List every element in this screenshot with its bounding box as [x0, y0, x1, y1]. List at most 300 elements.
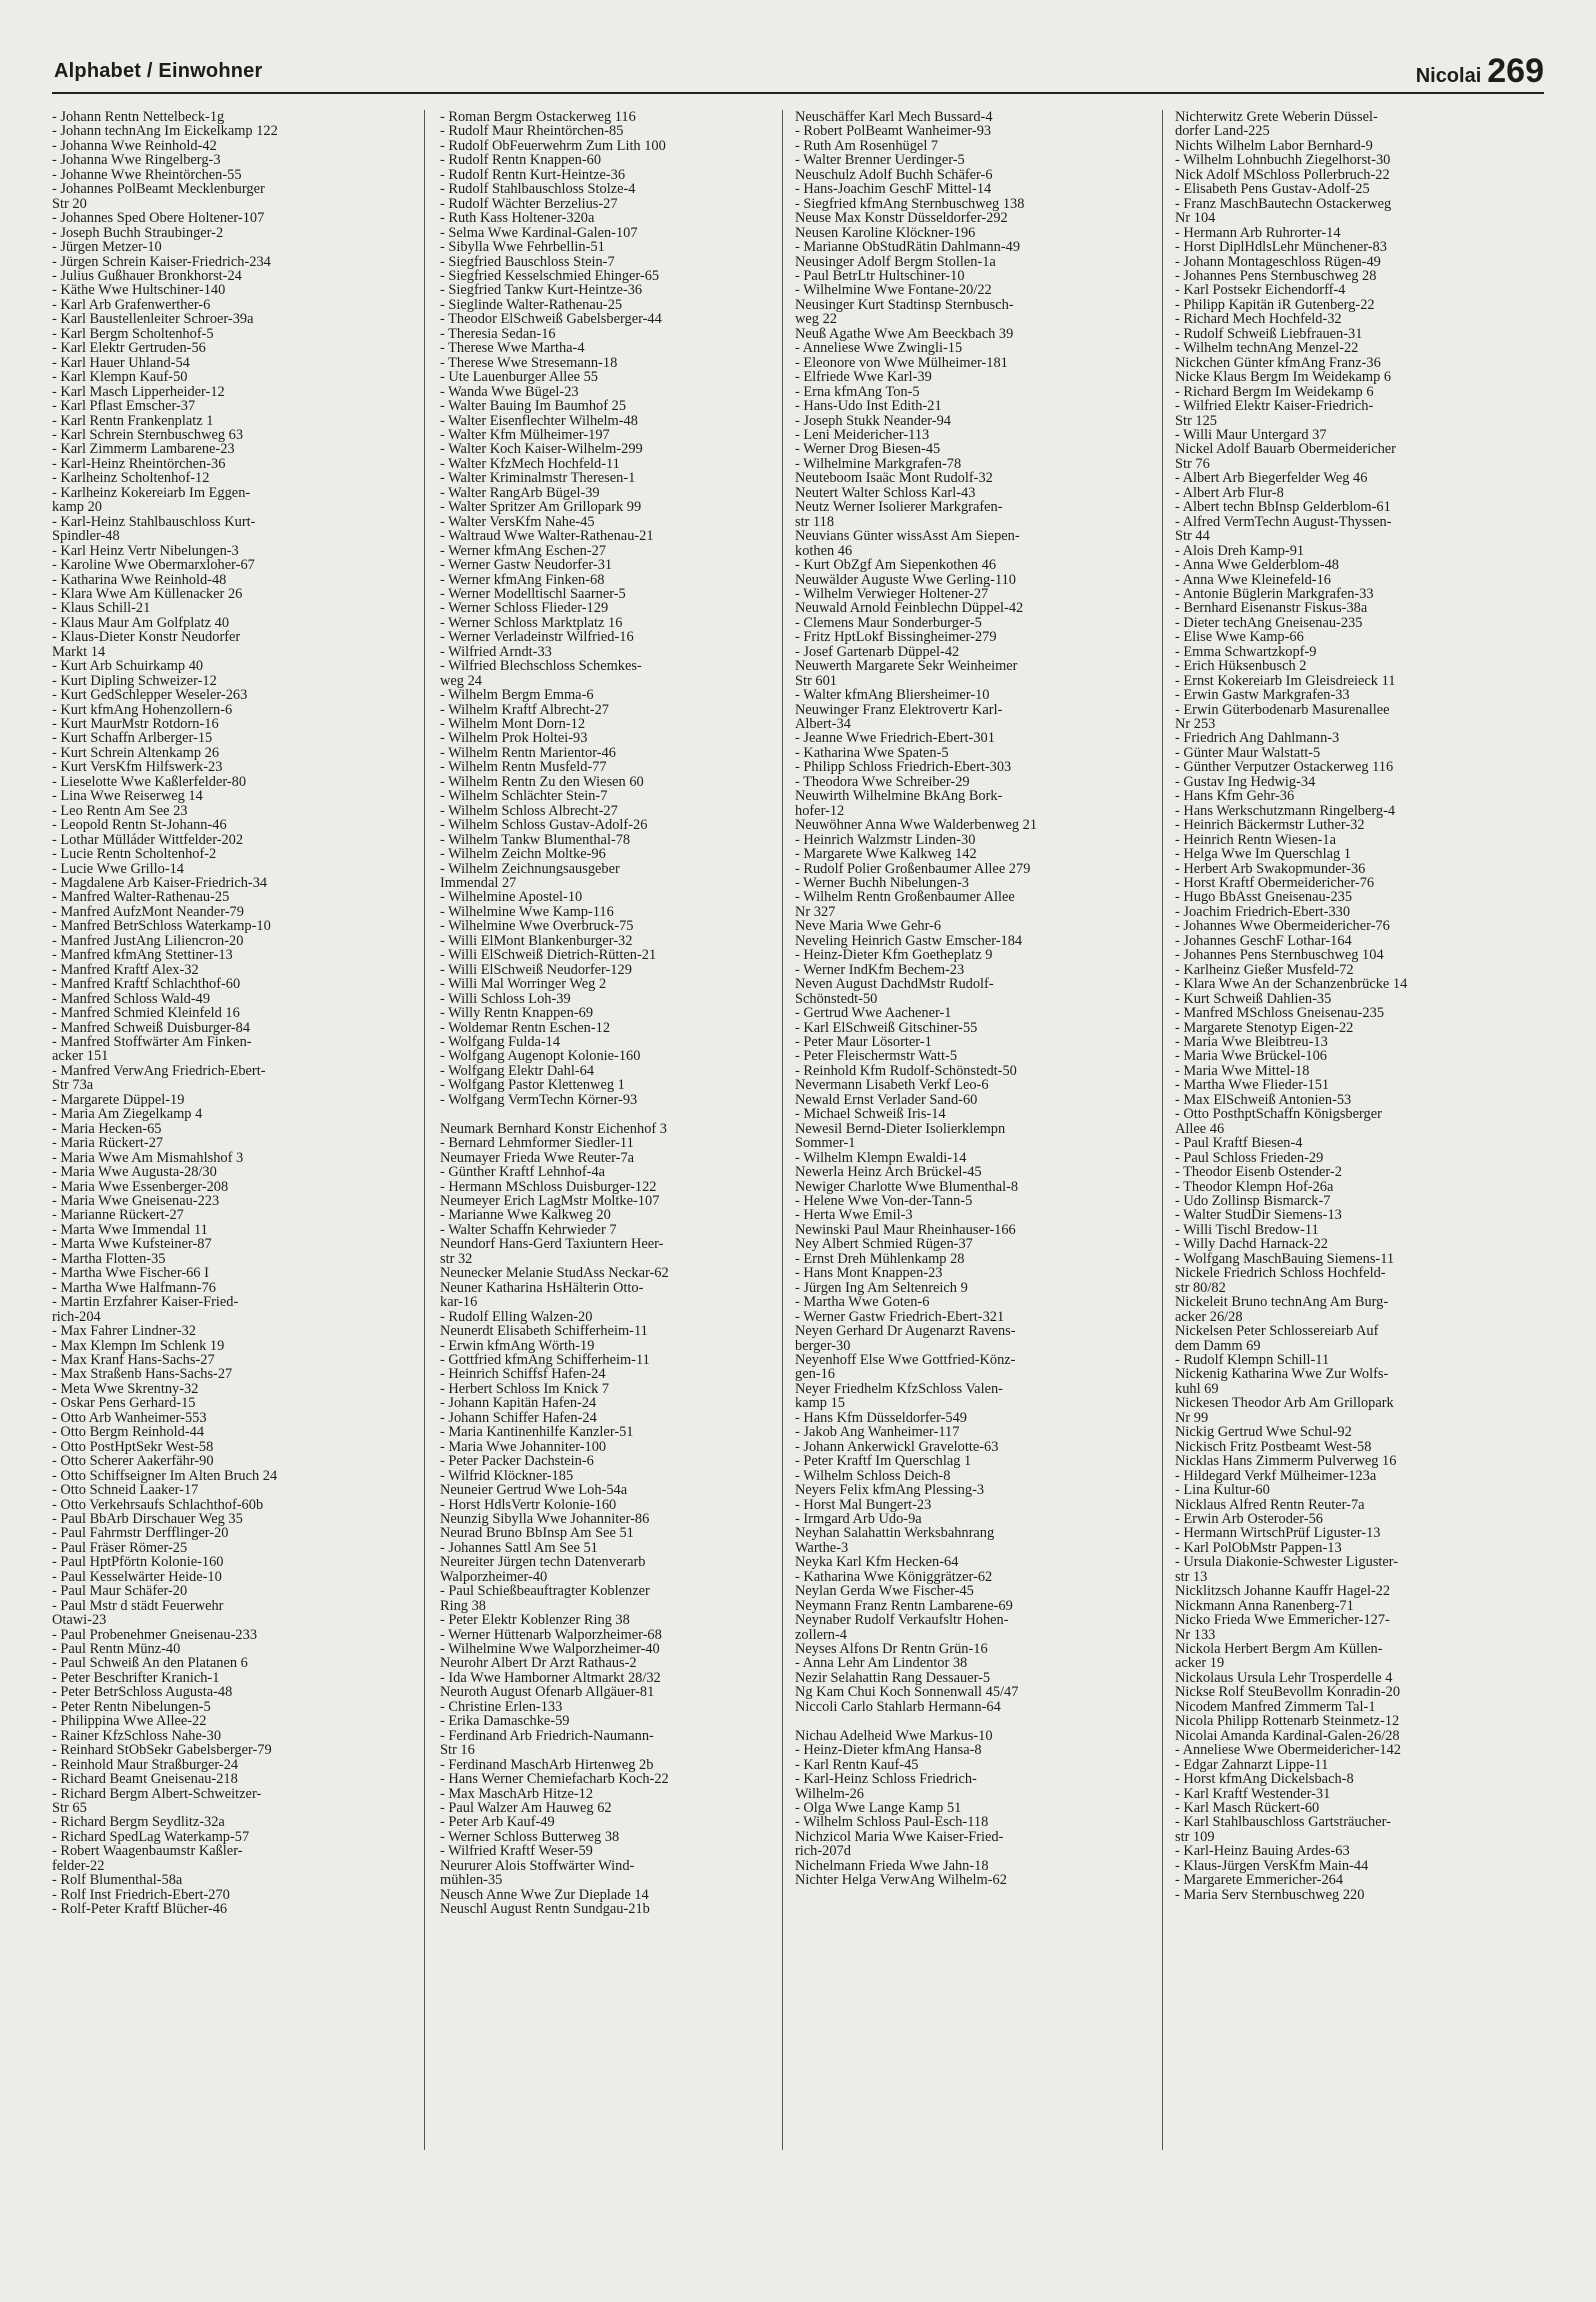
directory-entry: kuhl 69 [1175, 1381, 1219, 1397]
directory-entry: - Horst Mal Bungert-23 [795, 1497, 932, 1512]
directory-entry: - Wilhelmine Apostel-10 [440, 890, 583, 905]
directory-entry: Newiger Charlotte Wwe Blumenthal-8 [795, 1179, 1019, 1194]
directory-entry: - Werner Schloss Butterweg 38 [440, 1829, 620, 1845]
directory-entry: Neuwälder Auguste Wwe Gerling-110 [795, 572, 1016, 587]
directory-entry: Neymann Franz Rentn Lambarene-69 [795, 1598, 1013, 1614]
directory-entry: - Ursula Diakonie-Schwester Liguster- [1175, 1555, 1399, 1570]
directory-entry: - Heinz-Dieter Kfm Goetheplatz 9 [795, 948, 993, 963]
directory-entry: - Paul Rentn Münz-40 [52, 1642, 181, 1657]
directory-entry: - Werner Verladeinstr Wilfried-16 [440, 630, 634, 645]
directory-entry: rich-207d [795, 1844, 851, 1859]
directory-entry: - Hans Kfm Düsseldorfer-549 [795, 1410, 967, 1426]
directory-entry: str 109 [1175, 1829, 1215, 1845]
directory-entry: Newerla Heinz Arch Brückel-45 [795, 1165, 982, 1180]
directory-entry: - Josef Gartenarb Düppel-42 [795, 644, 960, 660]
directory-entry: Neylan Gerda Wwe Fischer-45 [795, 1584, 974, 1599]
directory-entry: - Kurt kfmAng Hohenzollern-6 [52, 702, 233, 718]
directory-entry: - Kurt MaurMstr Rotdorn-16 [52, 717, 219, 732]
directory-entry: - Karl Heinz Vertr Nibelungen-3 [52, 543, 239, 559]
directory-entry: weg 22 [795, 312, 837, 327]
directory-entry: - Herta Wwe Emil-3 [795, 1208, 913, 1223]
directory-entry: - Reinhard StObSekr Gabelsberger-79 [52, 1743, 272, 1758]
directory-entry: - Wolfgang Fulda-14 [440, 1035, 561, 1050]
directory-entry: Nichau Adelheid Wwe Markus-10 [795, 1728, 993, 1744]
directory-entry: Wilhelm-26 [795, 1786, 864, 1802]
directory-entry: - Otto PostHptSekr West-58 [52, 1439, 214, 1455]
directory-entry: Neuner Katharina HsHälterin Otto- [440, 1280, 644, 1296]
directory-entry: - Rudolf ObFeuerwehrm Zum Lith 100 [440, 138, 666, 154]
directory-entry: - Antonie Büglerin Markgrafen-33 [1175, 586, 1374, 602]
column-divider [424, 110, 425, 2150]
directory-entry: - Erwin Arb Osteroder-56 [1175, 1511, 1323, 1527]
directory-entry: - Marta Wwe Immendal 11 [52, 1222, 208, 1238]
directory-entry: - Werner Gastw Friedrich-Ebert-321 [795, 1309, 1005, 1325]
directory-entry: - Anneliese Wwe Zwingli-15 [795, 341, 963, 356]
directory-entry: Neusch Anne Wwe Zur Dieplade 14 [440, 1887, 649, 1903]
directory-entry: - Werner Schloss Marktplatz 16 [440, 615, 623, 631]
directory-entry: - Karl Schrein Sternbuschweg 63 [52, 427, 244, 443]
directory-entry: - Eleonore von Wwe Mülheimer-181 [795, 355, 1008, 371]
directory-entry: Str 20 [52, 196, 87, 212]
directory-entry: - Walter Koch Kaiser-Wilhelm-299 [440, 442, 643, 457]
directory-entry: str 32 [440, 1251, 473, 1267]
directory-entry: - Wilhelm Kraftf Albrecht-27 [440, 702, 609, 718]
directory-entry: - Ruth Kass Holtener-320a [440, 211, 595, 226]
directory-entry: - Willy Dachd Harnack-22 [1175, 1237, 1328, 1252]
directory-entry: Nevermann Lisabeth Verkf Leo-6 [795, 1078, 989, 1093]
directory-entry: - Ernst Kokereiarb Im Gleisdreieck 11 [1175, 673, 1396, 689]
directory-entry: Nicklas Hans Zimmerm Pulverweg 16 [1175, 1454, 1397, 1469]
directory-entry: - Werner Gastw Neudorfer-31 [440, 558, 613, 573]
directory-entry: - Peter Beschrifter Kranich-1 [52, 1670, 220, 1686]
directory-entry: Neuneier Gertrud Wwe Loh-54a [440, 1483, 628, 1498]
directory-entry: - Wilhelm Schloss Gustav-Adolf-26 [440, 818, 648, 833]
directory-entry: - Wilhelm Bergm Emma-6 [440, 688, 594, 703]
directory-entry: Str 125 [1175, 413, 1217, 428]
directory-entry: - Erwin Güterbodenarb Masurenallee [1175, 702, 1390, 718]
directory-entry: kamp 15 [795, 1396, 845, 1411]
directory-entry: Nickmann Anna Ranenberg-71 [1175, 1598, 1354, 1614]
directory-entry: - Joseph Stukk Neander-94 [795, 413, 951, 428]
directory-entry: - Max Straßenb Hans-Sachs-27 [52, 1367, 233, 1382]
directory-entry: - Maria Wwe Am Mismahlshof 3 [52, 1150, 244, 1166]
directory-entry: Ring 38 [440, 1598, 486, 1614]
directory-entry: kamp 20 [52, 500, 102, 515]
directory-entry: Ng Kam Chui Koch Sonnenwall 45/47 [795, 1685, 1019, 1700]
directory-entry: - Johannes Wwe Obermeidericher-76 [1175, 919, 1390, 934]
directory-entry: - Leopold Rentn St-Johann-46 [52, 818, 227, 833]
directory-entry: - Waltraud Wwe Walter-Rathenau-21 [440, 529, 654, 544]
directory-entry: Neve Maria Wwe Gehr-6 [795, 919, 942, 934]
directory-entry: - Willi Schloss Loh-39 [440, 991, 571, 1007]
directory-entry [440, 1107, 802, 1121]
directory-entry: - Paul BetrLtr Hultschiner-10 [795, 268, 965, 284]
directory-entry: - Wanda Wwe Bügel-23 [440, 384, 579, 400]
directory-entry: Neutert Walter Schloss Karl-43 [795, 485, 976, 501]
directory-entry: - Heinrich Schiffsf Hafen-24 [440, 1367, 606, 1382]
directory-entry: - Theodora Wwe Schreiber-29 [795, 774, 970, 790]
directory-entry: - Siegfried kfmAng Sternbuschweg 138 [795, 196, 1025, 212]
directory-entry: - Martha Wwe Flieder-151 [1175, 1078, 1330, 1093]
directory-entry: Str 76 [1175, 456, 1210, 472]
directory-entry: Neyen Gerhard Dr Augenarzt Ravens- [795, 1324, 1016, 1339]
directory-entry: - Wilhelmine Markgrafen-78 [795, 456, 962, 472]
directory-entry [795, 1714, 1157, 1728]
directory-entry: - Martha Wwe Fischer-66 I [52, 1266, 209, 1281]
directory-entry: - Wolfgang MaschBauing Siemens-11 [1175, 1251, 1395, 1267]
directory-entry: - Walter Kfm Mülheimer-197 [440, 427, 610, 443]
directory-entry: Neumeyer Erich LagMstr Moltke-107 [440, 1193, 660, 1209]
directory-entry: - Werner Hüttenarb Walporzheimer-68 [440, 1627, 662, 1643]
directory-entry: - Werner Schloss Flieder-129 [440, 601, 609, 616]
directory-entry: - Kurt Schweiß Dahlien-35 [1175, 991, 1332, 1007]
directory-entry: - Rudolf Polier Großenbaumer Allee 279 [795, 861, 1031, 877]
directory-entry: - Karl Masch Rückert-60 [1175, 1801, 1320, 1816]
directory-entry: - Richard Beamt Gneisenau-218 [52, 1772, 238, 1787]
directory-entry: Neusen Karoline Klöckner-196 [795, 225, 976, 241]
directory-entry: Neusinger Kurt Stadtinsp Sternbusch- [795, 297, 1014, 313]
directory-entry: Newesil Bernd-Dieter Isolierklempn [795, 1121, 1006, 1137]
directory-entry: - Paul Kraftf Biesen-4 [1175, 1136, 1303, 1151]
directory-entry: - Heinrich Bäckermstr Luther-32 [1175, 818, 1365, 833]
directory-entry: - Albert Arb Flur-8 [1175, 485, 1284, 501]
directory-entry: - Johann Ankerwickl Gravelotte-63 [795, 1439, 999, 1455]
directory-entry: Warthe-3 [795, 1540, 849, 1556]
directory-entry: - Jeanne Wwe Friedrich-Ebert-301 [795, 731, 995, 746]
directory-entry: Walporzheimer-40 [440, 1569, 548, 1585]
directory-entry: - Wolfgang Elektr Dahl-64 [440, 1063, 595, 1079]
directory-entry: - Maria Hecken-65 [52, 1121, 162, 1137]
directory-entry: - Johannes PolBeamt Mecklenburger [52, 182, 265, 197]
directory-entry: Nr 133 [1175, 1627, 1216, 1643]
directory-entry: - Manfred VerwAng Friedrich-Ebert- [52, 1063, 266, 1079]
directory-entry: Neuschäffer Karl Mech Bussard-4 [795, 110, 993, 125]
directory-entry: - Karl Bergm Scholtenhof-5 [52, 326, 214, 342]
directory-entry: Nr 104 [1175, 211, 1216, 226]
directory-entry: - Erika Damaschke-59 [440, 1714, 570, 1729]
directory-entry: - Otto Schiffseigner Im Alten Bruch 24 [52, 1468, 278, 1484]
directory-entry: - Lieselotte Wwe Kaßlerfelder-80 [52, 774, 247, 790]
directory-entry: - Wilhelm Tankw Blumenthal-78 [440, 832, 631, 848]
directory-entry: - Gottfried kfmAng Schifferheim-11 [440, 1352, 650, 1368]
directory-entry: Neuschl August Rentn Sundgau-21b [440, 1902, 650, 1917]
directory-entry: - Friedrich Ang Dahlmann-3 [1175, 731, 1340, 746]
directory-entry: - Therese Wwe Stresemann-18 [440, 355, 618, 371]
directory-column-1 [52, 110, 414, 1917]
directory-entry: - Wilhelmine Wwe Overbruck-75 [440, 919, 634, 934]
directory-entry: - Otto Verkehrsaufs Schlachthof-60b [52, 1497, 264, 1512]
directory-entry: - Maria Wwe Augusta-28/30 [52, 1165, 217, 1180]
directory-entry: Spindler-48 [52, 529, 120, 544]
directory-entry: - Rudolf Schweiß Liebfrauen-31 [1175, 326, 1363, 342]
directory-entry: - Albert Arb Biegerfelder Weg 46 [1175, 471, 1368, 486]
directory-entry: - Ferdinand MaschArb Hirtenweg 2b [440, 1757, 654, 1773]
directory-entry: - Johanna Wwe Reinhold-42 [52, 138, 217, 154]
directory-entry: Str 73a [52, 1078, 94, 1093]
directory-entry: - Maria Wwe Brückel-106 [1175, 1049, 1327, 1064]
directory-entry: - Max Kranf Hans-Sachs-27 [52, 1352, 215, 1368]
directory-entry: - Anna Lehr Am Lindentor 38 [795, 1656, 968, 1671]
directory-entry: - Wilfried Elektr Kaiser-Friedrich- [1175, 399, 1374, 414]
directory-entry: - Franz MaschBautechn Ostackerweg [1175, 196, 1392, 212]
directory-entry: - Maria Wwe Mittel-18 [1175, 1063, 1310, 1079]
directory-entry: - Wilhelmine Wwe Walporzheimer-40 [440, 1642, 660, 1657]
directory-entry: Nicke Klaus Bergm Im Weidekamp 6 [1175, 370, 1392, 385]
directory-entry: - Otto Arb Wanheimer-553 [52, 1410, 207, 1426]
directory-entry: - Helga Wwe Im Querschlag 1 [1175, 847, 1351, 862]
directory-entry: - Lucie Wwe Grillo-14 [52, 861, 185, 877]
directory-entry: - Otto Schneid Laaker-17 [52, 1483, 199, 1498]
directory-entry: Allee 46 [1175, 1121, 1225, 1137]
directory-entry: - Karl Stahlbauschloss Gartsträucher- [1175, 1815, 1391, 1830]
directory-entry: - Roman Bergm Ostackerweg 116 [440, 110, 636, 125]
directory-entry: - Edgar Zahnarzt Lippe-11 [1175, 1757, 1329, 1773]
directory-entry: - Katharina Wwe Königgrätzer-62 [795, 1569, 993, 1585]
directory-entry: Neuse Max Konstr Düsseldorfer-292 [795, 211, 1008, 226]
directory-entry: - Wilhelm Zeichnungsausgeber [440, 861, 620, 877]
directory-entry: - Richard Bergm Seydlitz-32a [52, 1815, 225, 1830]
directory-entry: - Kurt Arb Schuirkamp 40 [52, 659, 204, 674]
directory-entry: - Elisabeth Pens Gustav-Adolf-25 [1175, 182, 1370, 197]
directory-entry: Nr 327 [795, 904, 836, 920]
directory-entry: - Alois Dreh Kamp-91 [1175, 543, 1305, 559]
directory-entry: Nichzicol Maria Wwe Kaiser-Fried- [795, 1829, 1004, 1845]
directory-entry: - Horst Kraftf Obermeidericher-76 [1175, 876, 1375, 891]
directory-entry: - Willi Maur Untergard 37 [1175, 427, 1327, 443]
directory-entry: - Karlheinz Kokereiarb Im Eggen- [52, 485, 251, 501]
directory-entry: - Wilfried Blechschloss Schemkes- [440, 659, 642, 674]
directory-entry: - Meta Wwe Skrentny-32 [52, 1381, 199, 1397]
directory-entry: - Karl Kraftf Westender-31 [1175, 1786, 1331, 1802]
directory-entry: - Selma Wwe Kardinal-Galen-107 [440, 225, 638, 241]
directory-entry: - Lina Kultur-60 [1175, 1483, 1270, 1498]
directory-entry: - Karl Rentn Frankenplatz 1 [52, 413, 214, 428]
directory-entry: - Herbert Schloss Im Knick 7 [440, 1381, 610, 1397]
directory-entry: Neunecker Melanie StudAss Neckar-62 [440, 1266, 669, 1281]
directory-entry: Nichts Wilhelm Labor Bernhard-9 [1175, 138, 1373, 154]
directory-entry: - Jürgen Ing Am Seltenreich 9 [795, 1280, 968, 1296]
directory-entry: - Margarete Wwe Kalkweg 142 [795, 847, 977, 862]
directory-entry: - Walter kfmAng Bliersheimer-10 [795, 688, 990, 703]
directory-entry: Newinski Paul Maur Rheinhauser-166 [795, 1222, 1016, 1238]
directory-entry: - Klaus Maur Am Golfplatz 40 [52, 615, 230, 631]
directory-entry: - Peter Rentn Nibelungen-5 [52, 1699, 211, 1715]
directory-entry: - Paul BbArb Dirschauer Weg 35 [52, 1511, 243, 1527]
directory-entry: Nickele Friedrich Schloss Hochfeld- [1175, 1266, 1386, 1281]
directory-entry: Ney Albert Schmied Rügen-37 [795, 1237, 973, 1252]
directory-entry: Albert-34 [795, 717, 851, 732]
directory-entry: - Margarete Stenotyp Eigen-22 [1175, 1020, 1354, 1035]
directory-entry: felder-22 [52, 1858, 105, 1874]
directory-entry: - Rudolf Maur Rheintörchen-85 [440, 124, 624, 139]
directory-entry: mühlen-35 [440, 1873, 503, 1888]
directory-entry: Neutz Werner Isolierer Markgrafen- [795, 500, 1003, 515]
directory-entry: - Max ElSchweiß Antonien-53 [1175, 1092, 1352, 1108]
directory-entry: - Wilhelm Schloss Paul-Esch-118 [795, 1815, 989, 1830]
directory-entry: - Karl-Heinz Bauing Ardes-63 [1175, 1844, 1350, 1859]
directory-entry: - Maria Serv Sternbuschweg 220 [1175, 1887, 1365, 1903]
directory-entry: - Johannes Pens Sternbuschweg 28 [1175, 268, 1377, 284]
directory-entry: - Peter Elektr Koblenzer Ring 38 [440, 1613, 630, 1628]
directory-entry: - Richard SpedLag Waterkamp-57 [52, 1829, 250, 1845]
directory-entry: - Paul Probenehmer Gneisenau-233 [52, 1627, 258, 1643]
directory-entry: - Hans-Joachim GeschF Mittel-14 [795, 182, 992, 197]
directory-entry: zollern-4 [795, 1627, 847, 1643]
directory-column-3 [795, 110, 1157, 1888]
directory-entry: - Wilhelm Prok Holtei-93 [440, 731, 588, 746]
directory-entry: - Karl Rentn Kauf-45 [795, 1757, 919, 1773]
running-head [1416, 52, 1544, 90]
directory-entry: Neuwald Arnold Feinblechn Düppel-42 [795, 601, 1024, 616]
directory-entry: - Lina Wwe Reiserweg 14 [52, 789, 203, 804]
directory-entry: - Manfred Stoffwärter Am Finken- [52, 1035, 252, 1050]
directory-entry: Neurohr Albert Dr Arzt Rathaus-2 [440, 1656, 637, 1671]
directory-entry: Nickig Gertrud Wwe Schul-92 [1175, 1425, 1352, 1440]
directory-entry: - Magdalene Arb Kaiser-Friedrich-34 [52, 876, 268, 891]
directory-entry: - Wilhelm Schlächter Stein-7 [440, 789, 608, 804]
directory-entry: Nickse Rolf SteuBevollm Konradin-20 [1175, 1685, 1401, 1700]
directory-entry: - Jürgen Metzer-10 [52, 240, 162, 255]
directory-entry: Sommer-1 [795, 1136, 856, 1151]
directory-entry: - Richard Bergm Im Weidekamp 6 [1175, 384, 1374, 400]
directory-entry: Neururer Alois Stoffwärter Wind- [440, 1858, 635, 1874]
directory-entry: - Manfred Schloss Wald-49 [52, 991, 211, 1007]
directory-entry: - Clemens Maur Sonderburger-5 [795, 615, 982, 631]
directory-entry: Str 65 [52, 1801, 87, 1816]
directory-entry: - Erwin kfmAng Wörth-19 [440, 1338, 595, 1353]
directory-entry: - Ernst Dreh Mühlenkamp 28 [795, 1251, 965, 1267]
directory-entry: Nr 253 [1175, 717, 1216, 732]
directory-entry: Neyer Friedhelm KfzSchloss Valen- [795, 1381, 1003, 1397]
directory-entry: - Johannes Pens Sternbuschweg 104 [1175, 948, 1384, 963]
directory-entry: - Erwin Gastw Markgrafen-33 [1175, 688, 1350, 703]
directory-entry: - Peter Maur Lösorter-1 [795, 1035, 932, 1050]
directory-entry: - Julius Gußhauer Bronkhorst-24 [52, 268, 242, 284]
directory-entry: - Erich Hüksenbusch 2 [1175, 659, 1307, 674]
directory-entry: Neuwinger Franz Elektrovertr Karl- [795, 702, 1003, 718]
directory-entry: - Philippina Wwe Allee-22 [52, 1714, 207, 1729]
directory-entry: - Johann Rentn Nettelbeck-1g [52, 110, 225, 125]
directory-entry: - Katharina Wwe Reinhold-48 [52, 572, 227, 587]
directory-entry: - Wilfried Arndt-33 [440, 644, 552, 660]
directory-entry: - Maria Wwe Essenberger-208 [52, 1179, 229, 1194]
directory-entry: - Ferdinand Arb Friedrich-Naumann- [440, 1728, 654, 1744]
directory-entry: - Wilfried Kraftf Weser-59 [440, 1844, 593, 1859]
directory-entry: - Paul Fräser Römer-25 [52, 1540, 188, 1556]
directory-entry: - Margarete Emmericher-264 [1175, 1873, 1344, 1888]
directory-entry: - Horst DiplHdlsLehr Münchener-83 [1175, 240, 1387, 255]
directory-entry: - Theodor Klempn Hof-26a [1175, 1179, 1334, 1194]
directory-entry: - Manfred Walter-Rathenau-25 [52, 890, 230, 905]
directory-entry: - Wilhelm Schloss Albrecht-27 [440, 803, 618, 819]
directory-entry: - Käthe Wwe Hultschiner-140 [52, 283, 226, 298]
directory-entry: - Paul Schweiß An den Platanen 6 [52, 1656, 248, 1671]
directory-entry: - Michael Schweiß Iris-14 [795, 1107, 946, 1122]
directory-entry: - Klara Wwe An der Schanzenbrücke 14 [1175, 977, 1408, 992]
directory-entry: - Rolf-Peter Kraftf Blücher-46 [52, 1902, 228, 1917]
directory-entry: - Peter Kraftf Im Querschlag 1 [795, 1454, 972, 1469]
directory-entry: Nick Adolf MSchloss Pollerbruch-22 [1175, 167, 1390, 183]
directory-entry: - Wolfgang VermTechn Körner-93 [440, 1092, 638, 1108]
directory-entry: - Martha Flotten-35 [52, 1251, 166, 1267]
directory-entry: - Manfred BetrSchloss Waterkamp-10 [52, 919, 271, 934]
section-title: Alphabet / Einwohner [54, 60, 263, 82]
directory-entry: - Wilhelm Mont Dorn-12 [440, 717, 586, 732]
directory-entry: - Walter KfzMech Hochfeld-11 [440, 456, 620, 472]
directory-entry: - Manfred Schmied Kleinfeld 16 [52, 1006, 240, 1021]
directory-entry: - Karl Pflast Emscher-37 [52, 399, 196, 414]
directory-entry: Neumark Bernhard Konstr Eichenhof 3 [440, 1121, 667, 1137]
directory-entry: - Theresia Sedan-16 [440, 326, 556, 342]
directory-entry: - Willi ElSchweiß Neudorfer-129 [440, 962, 632, 978]
directory-entry: - Rolf Inst Friedrich-Ebert-270 [52, 1887, 230, 1903]
directory-entry: Otawi-23 [52, 1613, 107, 1628]
directory-entry: - Paul Mstr d städt Feuerwehr [52, 1598, 224, 1614]
directory-entry: - Lothar Mülláder Wittfelder-202 [52, 832, 244, 848]
directory-entry: kothen 46 [795, 543, 853, 559]
directory-entry: - Willi Tischl Bredow-11 [1175, 1222, 1319, 1238]
directory-column-4 [1175, 110, 1520, 1902]
directory-entry: - Wolfgang Augenopt Kolonie-160 [440, 1049, 641, 1064]
directory-entry: - Peter Arb Kauf-49 [440, 1815, 555, 1830]
directory-entry: - Rudolf Elling Walzen-20 [440, 1309, 593, 1325]
directory-entry: Neuwerth Margarete Sekr Weinheimer [795, 659, 1018, 674]
directory-entry: - Marianne ObStudRätin Dahlmann-49 [795, 240, 1021, 255]
directory-entry: - Walter RangArb Bügel-39 [440, 485, 600, 501]
directory-entry: - Ute Lauenburger Allee 55 [440, 370, 598, 385]
directory-entry: Niccoli Carlo Stahlarb Hermann-64 [795, 1699, 1001, 1715]
directory-entry: - Wilhelm Verwieger Holtener-27 [795, 586, 989, 602]
directory-entry: - Siegfried Kesselschmied Ehinger-65 [440, 268, 660, 284]
directory-entry: - Anneliese Wwe Obermeidericher-142 [1175, 1743, 1402, 1758]
directory-entry: - Karl Masch Lipperheider-12 [52, 384, 225, 400]
directory-entry: - Max MaschArb Hitze-12 [440, 1786, 594, 1802]
directory-entry: - Horst kfmAng Dickelsbach-8 [1175, 1772, 1354, 1787]
directory-entry: Neumayer Frieda Wwe Reuter-7a [440, 1150, 635, 1166]
directory-entry: - Walter VersKfm Nahe-45 [440, 514, 595, 530]
directory-entry: Neynaber Rudolf Verkaufsltr Hohen- [795, 1613, 1009, 1628]
directory-entry: - Hermann MSchloss Duisburger-122 [440, 1179, 657, 1194]
directory-entry: Nickelsen Peter Schlossereiarb Auf [1175, 1324, 1379, 1339]
directory-entry: Nickel Adolf Bauarb Obermeidericher [1175, 442, 1396, 457]
directory-entry: - Paul Schießbeauftragter Koblenzer [440, 1584, 650, 1599]
directory-entry: - Manfred JustAng Liliencron-20 [52, 933, 244, 949]
directory-entry: - Philipp Schloss Friedrich-Ebert-303 [795, 760, 1012, 775]
directory-entry: Nichelmann Frieda Wwe Jahn-18 [795, 1858, 989, 1874]
directory-entry: acker 151 [52, 1049, 109, 1064]
directory-entry: rich-204 [52, 1309, 101, 1325]
directory-entry: - Hans-Udo Inst Edith-21 [795, 399, 942, 414]
directory-entry: - Karl Baustellenleiter Schroer-39a [52, 312, 254, 327]
directory-entry: - Kurt Dipling Schweizer-12 [52, 673, 217, 689]
directory-entry: - Wilhelmine Wwe Kamp-116 [440, 904, 614, 920]
directory-entry: - Wilhelm Rentn Zu den Wiesen 60 [440, 774, 644, 790]
directory-entry: - Hugo BbAsst Gneisenau-235 [1175, 890, 1353, 905]
directory-entry: - Richard Bergm Albert-Schweitzer- [52, 1786, 262, 1802]
directory-entry: - Marianne Wwe Kalkweg 20 [440, 1208, 611, 1223]
directory-entry: - Karl Arb Grafenwerther-6 [52, 297, 211, 313]
directory-entry: Str 44 [1175, 529, 1210, 544]
directory-entry: - Manfred AufzMont Neander-79 [52, 904, 244, 920]
directory-entry: - Hermann Arb Ruhrorter-14 [1175, 225, 1341, 241]
directory-column-2 [440, 110, 802, 1917]
directory-entry: - Reinhold Kfm Rudolf-Schönstedt-50 [795, 1063, 1017, 1079]
directory-entry: - Theodor ElSchweiß Gabelsberger-44 [440, 312, 662, 327]
directory-entry: - Bernhard Eisenanstr Fiskus-38a [1175, 601, 1368, 616]
directory-entry: str 80/82 [1175, 1280, 1226, 1296]
directory-entry: - Johanne Wwe Rheintörchen-55 [52, 167, 242, 183]
directory-entry: - Alfred VermTechn August-Thyssen- [1175, 514, 1392, 530]
